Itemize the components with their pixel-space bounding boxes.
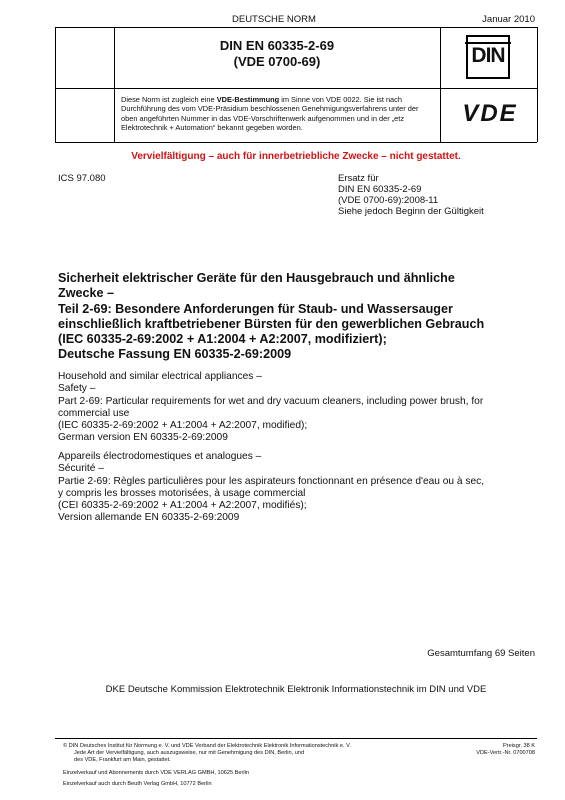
document-number: DIN EN 60335-2-69 <box>219 38 335 53</box>
title-french: Appareils électrodomestiques et analogues – Sécurité – Partie 2-69: Règles particulières pour les aspirateurs fonctionnant en présence d'eau ou à sec, y compris les brosses motorisées, à usage commercial (CEI 60335-2-69:2002 + A1:2004 + A2:2007, modifiés); Version allemande EN 60335-2-69:2009 <box>58 451 485 524</box>
footer-rule <box>55 738 537 739</box>
norm-label: DEUTSCHE NORM <box>232 14 316 25</box>
price-group: Preisgr. 38 K <box>502 743 535 749</box>
total-pages: Gesamtumfang 69 Seiten <box>427 648 535 659</box>
copyright-notice: © DIN Deutsches Institut für Normung e. V. und VDE Verband der Elektrotechnik Elektronik Informationstechnik e. V. Jede Art der Vervielfältigung, auch auszugsweise, nur mit Genehmigung des DIN, Berlin, und des VDE, Frankfurt am Main, gestattet. <box>63 743 351 763</box>
price-info <box>476 743 535 757</box>
title-german: Sicherheit elektrischer Geräte für den Hausgebrauch und ähnliche Zwecke – Teil 2-69: Besondere Anforderungen für Staub- und Wassersauger einschließlich kraftbetriebener Bürsten für den gewerblichen Gebrauch (IEC 60335-2-69:2002 + A1:2004 + A2:2007, modifiziert); Deutsche Fassung EN 60335-2-69:2009 <box>58 271 485 362</box>
publication-date: Januar 2010 <box>482 14 535 25</box>
sales-info-beuth: Einzelverkauf auch durch Beuth Verlag GmbH, 10772 Berlin <box>63 781 212 787</box>
din-logo: DIN <box>466 35 510 79</box>
copy-warning: Vervielfältigung – auch für innerbetriebliche Zwecke – nicht gestattet. <box>131 151 461 162</box>
header-mid-rule <box>55 88 537 89</box>
sales-info-vde: Einzelverkauf und Abonnements durch VDE VERLAG GMBH, 10625 Berlin <box>63 770 249 776</box>
vde-vertr-number: VDE-Vertr.-Nr. 0700708 <box>476 750 535 756</box>
document-number-block <box>114 38 440 70</box>
replacement-info: Ersatz für DIN EN 60335-2-69 (VDE 0700-69):2008-11 Siehe jedoch Beginn der Gültigkeit <box>338 173 484 217</box>
header-top-rule <box>55 27 537 28</box>
ics-code: ICS 97.080 <box>58 173 106 184</box>
title-english: Household and similar electrical appliances – Safety – Part 2-69: Particular requirements for wet and dry vacuum cleaners, including power brush, for commercial use (IEC 60335-2-69:2002 + A1:2004 + A2:2007, modified); German version EN 60335-2-69:2009 <box>58 371 484 444</box>
dke-line: DKE Deutsche Kommission Elektrotechnik Elektronik Informationstechnik im DIN und VDE <box>105 684 487 695</box>
vde-logo: VDE <box>462 100 518 127</box>
vde-notice: Diese Norm ist zugleich eine VDE-Bestimmung im Sinne von VDE 0022. Sie ist nach Durchführung des vom VDE-Präsidium beschlossenen Genehmigungsverfahrens unter der oben angeführten Nummer in das VDE-Vorschriftenwerk aufgenommen und in der „etz Elektrotechnik + Automation“ bekannt gegeben worden. <box>121 95 419 132</box>
header-bottom-rule <box>55 142 537 143</box>
vde-number: (VDE 0700-69) <box>233 54 321 69</box>
